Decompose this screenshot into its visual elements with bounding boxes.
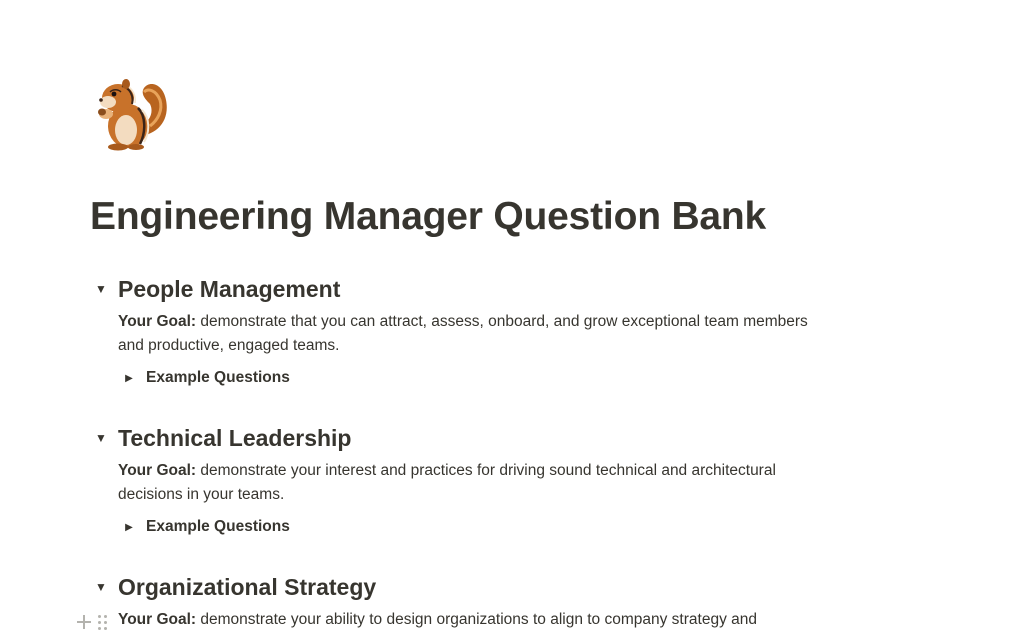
goal-text: demonstrate your ability to design organizations to align to company strategy and	[196, 611, 757, 628]
chipmunk-icon[interactable]	[88, 70, 172, 152]
toggle-expanded-icon[interactable]: ▼	[95, 580, 107, 594]
example-questions-toggle[interactable]	[118, 515, 810, 539]
section-heading[interactable]: Organizational Strategy	[118, 574, 377, 600]
toggle-heading-row	[90, 273, 810, 305]
add-block-plus-icon[interactable]	[76, 614, 92, 630]
goal-text: demonstrate your interest and practices for driving sound technical and architectural decisions in your teams.	[118, 462, 776, 503]
example-questions-label[interactable]: Example Questions	[146, 369, 290, 386]
page-title[interactable]: Engineering Manager Question Bank	[90, 195, 767, 238]
section-heading[interactable]: Technical Leadership	[118, 425, 352, 451]
toggle-heading-technical-leadership	[90, 422, 810, 539]
drag-handle-icon[interactable]	[98, 614, 108, 630]
toggle-heading-row	[90, 422, 810, 454]
toggle-heading-people-management	[90, 273, 810, 390]
section-heading[interactable]: People Management	[118, 276, 341, 302]
goal-label: Your Goal:	[118, 611, 197, 628]
toggle-collapsed-icon[interactable]: ▶	[125, 372, 133, 384]
example-questions-label[interactable]: Example Questions	[146, 518, 290, 535]
toggle-heading-organizational-strategy	[90, 571, 810, 630]
toggle-heading-row	[90, 571, 810, 603]
goal-text: demonstrate that you can attract, assess, onboard, and grow exceptional team members and productive, engaged teams.	[118, 313, 808, 354]
goal-paragraph[interactable]	[118, 459, 808, 507]
block-handles	[76, 612, 108, 630]
goal-paragraph[interactable]	[118, 608, 808, 630]
goal-label: Your Goal:	[118, 313, 197, 330]
example-questions-toggle[interactable]	[118, 366, 810, 390]
goal-paragraph[interactable]	[118, 310, 808, 358]
toggle-expanded-icon[interactable]: ▼	[95, 431, 107, 445]
toggle-expanded-icon[interactable]: ▼	[95, 282, 107, 296]
goal-label: Your Goal:	[118, 462, 197, 479]
toggle-collapsed-icon[interactable]: ▶	[125, 521, 133, 533]
